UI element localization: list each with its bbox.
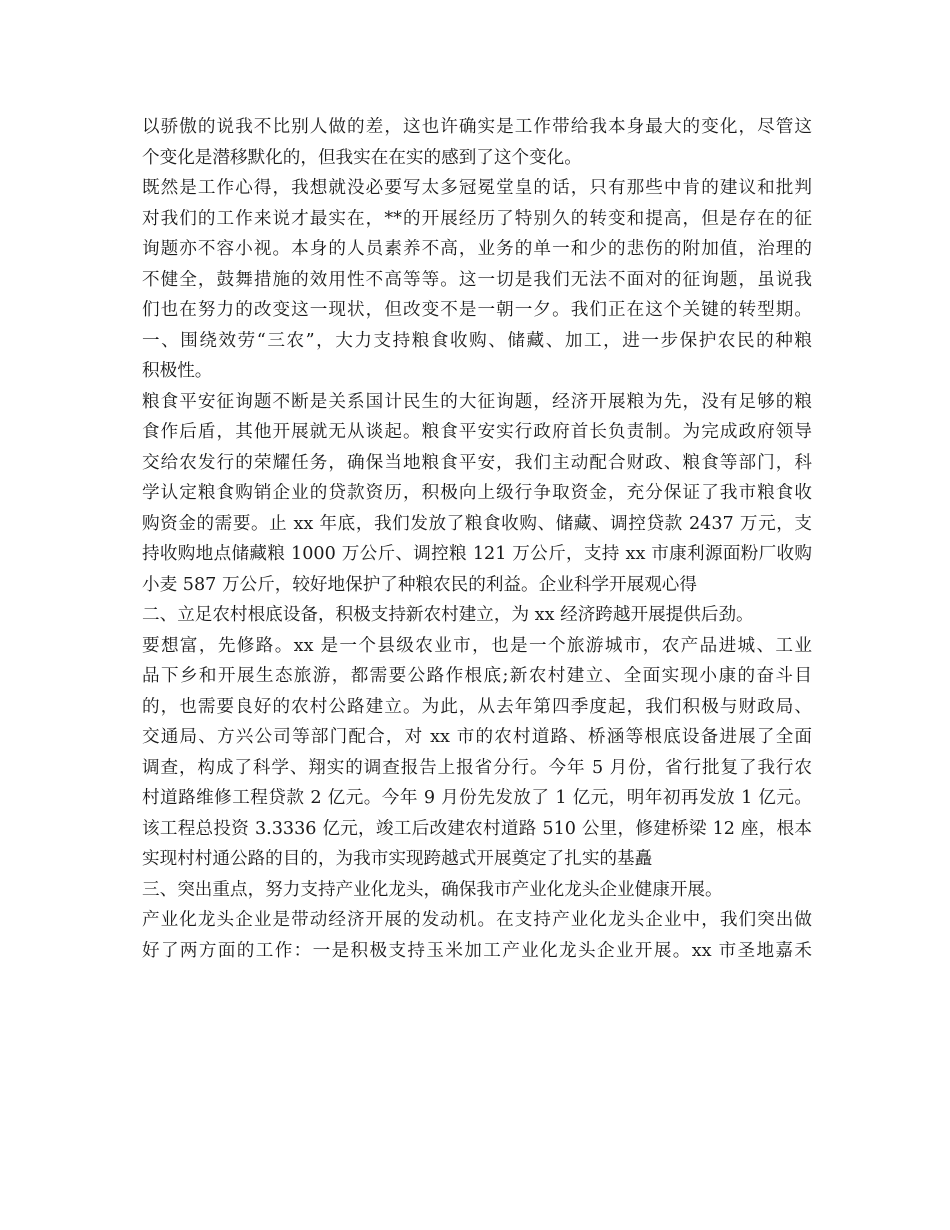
text-line: 对我们的工作来说才最实在，**的开展经历了特别久的转变和提高，但是存在的征 — [142, 208, 812, 229]
text-line: 该工程总投资 3.3336 亿元，竣工后改建农村道路 510 公里，修建桥梁 12 座，根本 — [142, 818, 812, 839]
text-line: 品下乡和开展生态旅游，都需要公路作根底;新农村建立、全面实现小康的奋斗目 — [142, 666, 812, 686]
text-line: 以骄傲的说我不比别人做的差，这也许确实是工作带给我本身最大的变化，尽管这 — [142, 117, 812, 137]
text-line: 村道路维修工程贷款 2 亿元。今年 9 月份先发放了 1 亿元，明年初再发放 1 亿元。 — [142, 788, 812, 808]
text-line: 购资金的需要。止 xx 年底，我们发放了粮食收购、储藏、调控贷款 2437 万元，支 — [142, 513, 812, 534]
text-line: 要想富，先修路。xx 是一个县级农业市，也是一个旅游城市，农产品进城、工业 — [142, 635, 812, 656]
text-line: 个变化是潜移默化的，但我实在在实的感到了这个变化。 — [142, 147, 582, 168]
section-heading: 一、围绕效劳“三农”，大力支持粮食收购、储藏、加工，进一步保护农民的种粮 — [142, 330, 812, 351]
text-line: 的，也需要良好的农村公路建立。为此，从去年第四季度起，我们积极与财政局、 — [142, 696, 812, 717]
text-line: 小麦 587 万公斤，较好地保护了种粮农民的利益。企业科学开展观心得 — [142, 574, 697, 595]
text-line: 们也在努力的改变这一现状，但改变不是一朝一夕。我们正在这个关键的转型期。 — [142, 300, 812, 320]
text-line: 产业化龙头企业是带动经济开展的发动机。在支持产业化龙头企业中，我们突出做 — [142, 910, 812, 930]
section-heading: 三、突出重点，努力支持产业化龙头，确保我市产业化龙头企业健康开展。 — [142, 879, 723, 900]
section-heading: 积极性。 — [142, 361, 213, 381]
text-line: 询题亦不容小视。本身的人员素养不高，业务的单一和少的悲伤的附加值，治理的 — [142, 239, 812, 259]
text-line: 不健全，鼓舞措施的效用性不高等等。这一切是我们无法不面对的征询题，虽说我 — [142, 269, 812, 290]
text-line: 实现村村通公路的目的，为我市实现跨越式开展奠定了扎实的基矗 — [142, 849, 653, 869]
text-line: 食作后盾，其他开展就无从谈起。粮食平安实行政府首长负责制。为完成政府领导 — [142, 422, 812, 442]
section-heading: 二、立足农村根底设备，积极支持新农村建立，为 xx 经济跨越开展提供后劲。 — [142, 605, 754, 625]
text-line: 交给农发行的荣耀任务，确保当地粮食平安，我们主动配合财政、粮食等部门，科 — [142, 452, 812, 473]
text-line: 粮食平安征询题不断是关系国计民生的大征询题，经济开展粮为先，没有足够的粮 — [142, 391, 812, 412]
text-line: 调查，构成了科学、翔实的调查报告上报省分行。今年 5 月份，省行批复了我行农 — [142, 757, 812, 778]
text-line: 持收购地点储藏粮 1000 万公斤、调控粮 121 万公斤，支持 xx 市康利源面粉厂收购 — [142, 544, 812, 564]
text-line: 既然是工作心得，我想就没必要写太多冠冕堂皇的话，只有那些中肯的建议和批判 — [142, 178, 812, 198]
text-line: 学认定粮食购销企业的贷款资历，积极向上级行争取资金，充分保证了我市粮食收 — [142, 483, 812, 503]
document-body — [142, 112, 812, 966]
text-line: 好了两方面的工作：一是积极支持玉米加工产业化龙头企业开展。xx 市圣地嘉禾 — [142, 940, 812, 961]
text-line: 交通局、方兴公司等部门配合，对 xx 市的农村道路、桥涵等根底设备进展了全面 — [142, 727, 812, 747]
